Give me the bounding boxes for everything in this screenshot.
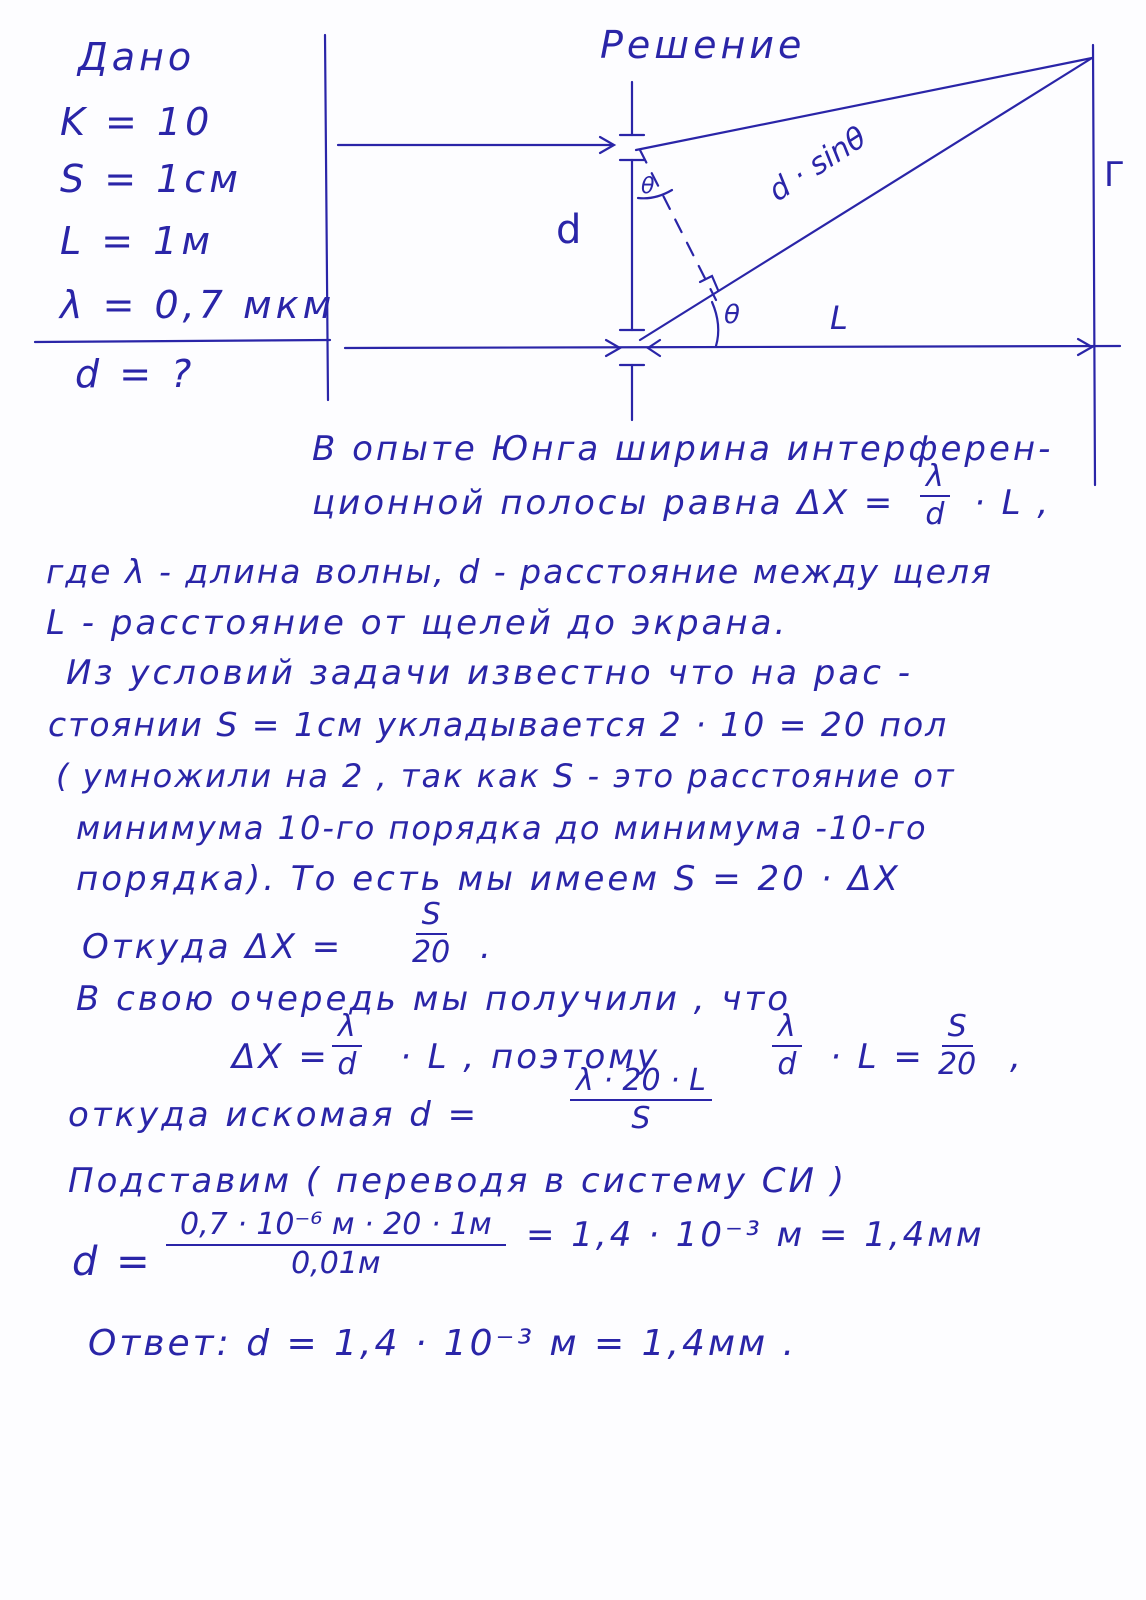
lower-ray-line xyxy=(640,58,1092,340)
diagram-label-dsin-theta: d · sinθ xyxy=(762,120,873,209)
given-s-value: S = 1см xyxy=(60,157,242,201)
text-line-3: где λ - длина волны, d - расстояние между щеля xyxy=(46,552,993,591)
text-line-12-start: ΔX = xyxy=(232,1037,330,1077)
fraction-d-formula xyxy=(570,1063,712,1136)
fraction-substitution xyxy=(166,1207,506,1281)
screen-line xyxy=(1093,45,1095,485)
right-angle-mark xyxy=(700,276,718,290)
diagram-label-theta-bottom: θ xyxy=(724,300,740,330)
given-lambda-value: λ = 0,7 мкм xyxy=(60,283,336,327)
text-line-10-start: Откуда ΔX = xyxy=(82,927,344,967)
fraction-s-over-20-2 xyxy=(938,1009,977,1082)
fraction-numerator: S xyxy=(416,900,447,935)
diagram-label-L: L xyxy=(830,299,848,337)
given-underline xyxy=(35,340,330,342)
given-k-value: K = 10 xyxy=(60,100,214,144)
given-header: Дано xyxy=(78,35,196,79)
fraction-lambda-over-d-3 xyxy=(772,1009,802,1082)
fraction-denominator: d xyxy=(777,1047,797,1082)
text-line-4: L - расстояние от щелей до экрана. xyxy=(46,603,789,643)
fraction-denominator: 0,01м xyxy=(291,1246,381,1281)
fraction-denominator: d xyxy=(337,1047,357,1082)
text-line-1: В опыте Юнга ширина интерферен- xyxy=(312,429,1054,469)
fraction-s-over-20-1 xyxy=(412,897,451,970)
text-answer-line: Ответ: d = 1,4 · 10⁻³ м = 1,4мм . xyxy=(88,1323,798,1364)
given-divider-line xyxy=(325,35,328,400)
perpendicular-dashed-line xyxy=(640,150,716,300)
text-line-5: Из условий задачи известно что на рас - xyxy=(66,653,913,693)
text-line-2-start: ционной полосы равна ΔX = xyxy=(312,483,896,523)
text-line-2 xyxy=(312,483,896,523)
optical-axis-line xyxy=(345,346,1120,348)
fraction-numerator: λ xyxy=(920,462,950,497)
text-line-14: Подставим ( переводя в систему СИ ) xyxy=(68,1161,848,1201)
text-line-12-end: , xyxy=(1010,1037,1024,1077)
text-line-15-result: = 1,4 · 10⁻³ м = 1,4мм xyxy=(526,1215,985,1255)
text-line-8: минимума 10-го порядка до минимума -10-го xyxy=(76,809,928,847)
text-line-7: ( умножили на 2 , так как S - это расстояние от xyxy=(56,757,956,795)
fraction-numerator: 0,7 · 10⁻⁶ м · 20 · 1м xyxy=(166,1210,506,1246)
theta-arc-bottom xyxy=(712,302,718,346)
diagram-label-screen: Г xyxy=(1104,155,1125,195)
fraction-denominator: 20 xyxy=(412,935,451,970)
text-line-11: В свою очередь мы получили , что xyxy=(76,979,792,1019)
text-line-10-end: . xyxy=(480,927,494,967)
fraction-numerator: λ xyxy=(772,1012,802,1047)
text-line-15-start: d = xyxy=(72,1239,153,1285)
diagram-label-theta-top: θ xyxy=(641,174,655,199)
text-line-12-middle: · L , поэтому xyxy=(400,1037,661,1077)
fraction-lambda-over-d-1 xyxy=(920,459,950,532)
text-line-12-equals: · L = xyxy=(830,1037,925,1077)
fraction-numerator: S xyxy=(942,1012,973,1047)
fraction-numerator: λ · 20 · L xyxy=(570,1066,712,1101)
fraction-numerator: λ xyxy=(332,1012,362,1047)
text-line-6: стоянии S = 1см укладывается 2 · 10 = 20 пол xyxy=(48,705,949,744)
given-l-value: L = 1м xyxy=(60,219,215,263)
text-line-9: порядка). То есть мы имеем S = 20 · ΔX xyxy=(76,859,901,899)
fraction-lambda-over-d-2 xyxy=(332,1009,362,1082)
given-find-d: d = ? xyxy=(75,352,196,396)
diagram-label-d: d xyxy=(556,207,582,253)
solution-header: Решение xyxy=(600,23,806,67)
fraction-denominator: S xyxy=(631,1101,651,1136)
text-line-13-start: откуда искомая d = xyxy=(68,1095,480,1135)
text-line-2-end: · L , xyxy=(974,483,1052,523)
fraction-denominator: 20 xyxy=(938,1047,977,1082)
fraction-denominator: d xyxy=(925,497,945,532)
